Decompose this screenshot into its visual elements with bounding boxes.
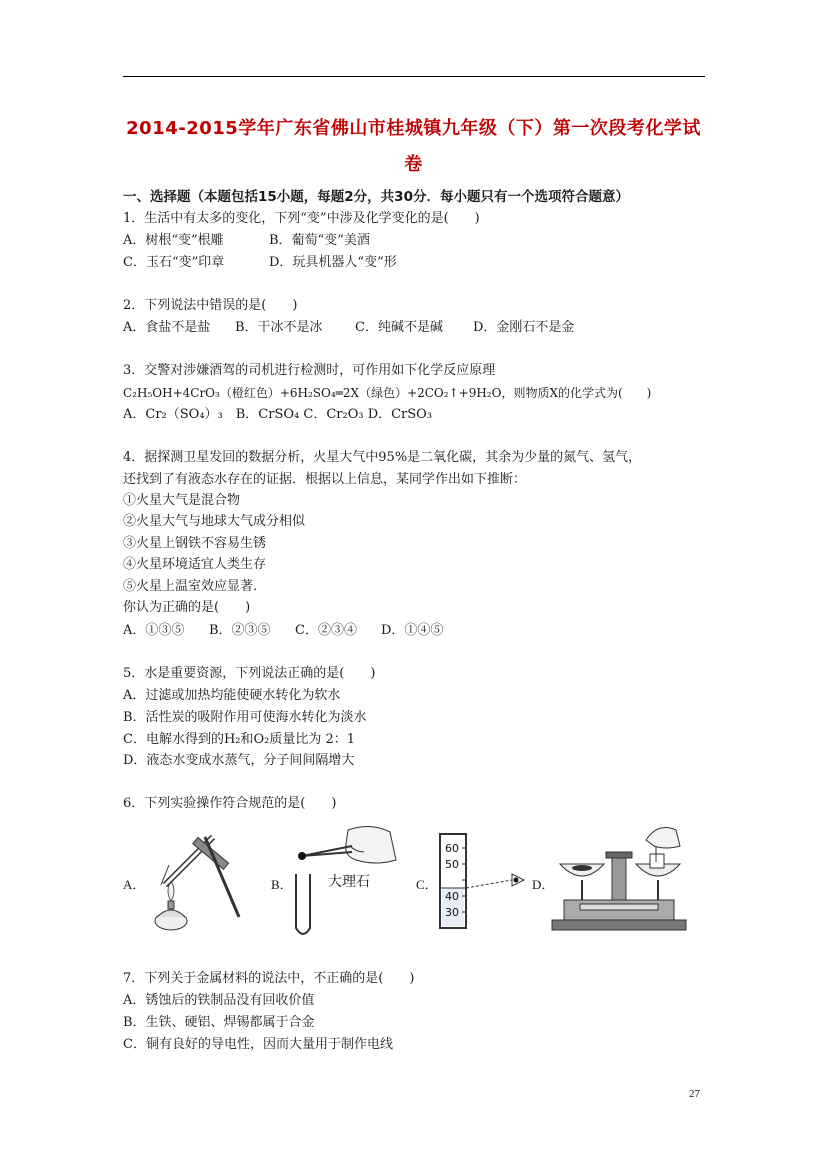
q4-item-4: ④火星环境适宜人类生存 bbox=[123, 557, 267, 572]
heating-test-tube-figure bbox=[143, 825, 243, 935]
marble-label: 大理石 bbox=[328, 874, 370, 890]
q4-item-3: ③火星上钢铁不容易生锈 bbox=[123, 536, 267, 551]
q4-option-c: C．②③④ bbox=[295, 623, 357, 638]
q2-option-d: D．金刚石不是金 bbox=[473, 320, 575, 335]
q1-option-c: C．玉石“变”印章 bbox=[123, 255, 225, 270]
q1-option-a: A．树根“变”根雕 bbox=[123, 233, 224, 248]
q3-options: A．Cr₂（SO₄）₃ B．CrSO₄ C．Cr₂O₃ D．CrSO₃ bbox=[123, 407, 433, 422]
q1-options-row2 bbox=[123, 254, 397, 272]
q7-option-c: C．铜有良好的导电性，因而大量用于制作电线 bbox=[123, 1037, 393, 1052]
q4-option-d: D．①④⑤ bbox=[381, 623, 444, 638]
q4-item-2: ②火星大气与地球大气成分相似 bbox=[123, 514, 306, 529]
q2-stem: 2．下列说法中错误的是( ) bbox=[123, 298, 298, 313]
q1-options-row1 bbox=[123, 232, 370, 250]
q7-stem: 7．下列关于金属材料的说法中，不正确的是( ) bbox=[123, 971, 415, 986]
q4-question: 你认为正确的是( ) bbox=[123, 600, 251, 615]
cylinder-tick-30: 30 bbox=[445, 906, 459, 919]
page-title: 2014-2015学年广东省佛山市桂城镇九年级（下）第一次段考化学试 bbox=[126, 118, 701, 139]
q6-label-c: C． bbox=[416, 877, 438, 892]
q4-item-5: ⑤火星上温室效应显著． bbox=[123, 579, 267, 594]
q4-item-1: ①火星大气是混合物 bbox=[123, 493, 241, 508]
page-number: 27 bbox=[689, 1088, 700, 1100]
graduated-cylinder-figure bbox=[432, 830, 532, 930]
q1-stem: 1．生活中有太多的变化，下列“变”中涉及化学变化的是( ) bbox=[123, 211, 480, 226]
q6-label-a: A． bbox=[123, 877, 146, 892]
q4-stem-line1: 4．据探测卫星发回的数据分析，火星大气中95%是二氧化碳，其余为少量的氮气、氢气， bbox=[123, 450, 642, 465]
q5-option-b: B．活性炭的吸附作用可使海水转化为淡水 bbox=[123, 710, 367, 725]
q2-option-a: A．食盐不是盐 bbox=[123, 320, 211, 335]
q5-option-d: D．液态水变成水蒸气，分子间间隔增大 bbox=[123, 753, 355, 768]
q6-label-b: B． bbox=[271, 877, 293, 892]
q6-label-d: D． bbox=[532, 877, 555, 892]
q5-option-c: C．电解水得到的H₂和O₂质量比为 2：1 bbox=[123, 732, 356, 747]
page-title-continued: 卷 bbox=[404, 154, 423, 175]
q4-option-a: A．①③⑤ bbox=[123, 623, 185, 638]
q1-option-d: D．玩具机器人“变”形 bbox=[269, 255, 397, 270]
q3-equation: C₂H₅OH+4CrO₃（橙红色）+6H₂SO₄═2X（绿色）+2CO₂↑+9H₂O，则物质X的化学式为( ) bbox=[123, 386, 652, 400]
header-rule bbox=[123, 76, 705, 77]
q2-option-c: C．纯碱不是碱 bbox=[355, 320, 443, 335]
q4-stem-line2: 还找到了有液态水存在的证据．根据以上信息，某同学作出如下推断： bbox=[123, 472, 527, 487]
q1-option-b: B．葡萄“变”美酒 bbox=[269, 233, 370, 248]
q7-option-b: B．生铁、硬铝、焊锡都属于合金 bbox=[123, 1015, 315, 1030]
section-heading: 一、选择题（本题包括15小题，每题2分，共30分．每小题只有一个选项符合题意） bbox=[123, 189, 629, 205]
q3-stem: 3．交警对涉嫌酒驾的司机进行检测时，可作用如下化学反应原理 bbox=[123, 363, 496, 378]
cylinder-tick-40: 40 bbox=[445, 890, 459, 903]
q5-option-a: A．过滤或加热均能使硬水转化为软水 bbox=[123, 688, 341, 703]
q7-option-a: A．锈蚀后的铁制品没有回收价值 bbox=[123, 993, 315, 1008]
q6-stem: 6．下列实验操作符合规范的是( ) bbox=[123, 796, 337, 811]
q5-stem: 5．水是重要资源，下列说法正确的是( ) bbox=[123, 666, 376, 681]
cylinder-tick-50: 50 bbox=[445, 858, 459, 871]
q2-option-b: B．干冰不是冰 bbox=[235, 320, 323, 335]
balance-scale-figure bbox=[550, 822, 690, 937]
test-tube-marble-figure bbox=[290, 822, 400, 942]
q4-option-b: B．②③⑤ bbox=[209, 623, 271, 638]
cylinder-tick-60: 60 bbox=[445, 842, 459, 855]
q2-options bbox=[123, 319, 574, 337]
q4-options bbox=[123, 622, 443, 640]
eye-icon bbox=[514, 878, 519, 883]
